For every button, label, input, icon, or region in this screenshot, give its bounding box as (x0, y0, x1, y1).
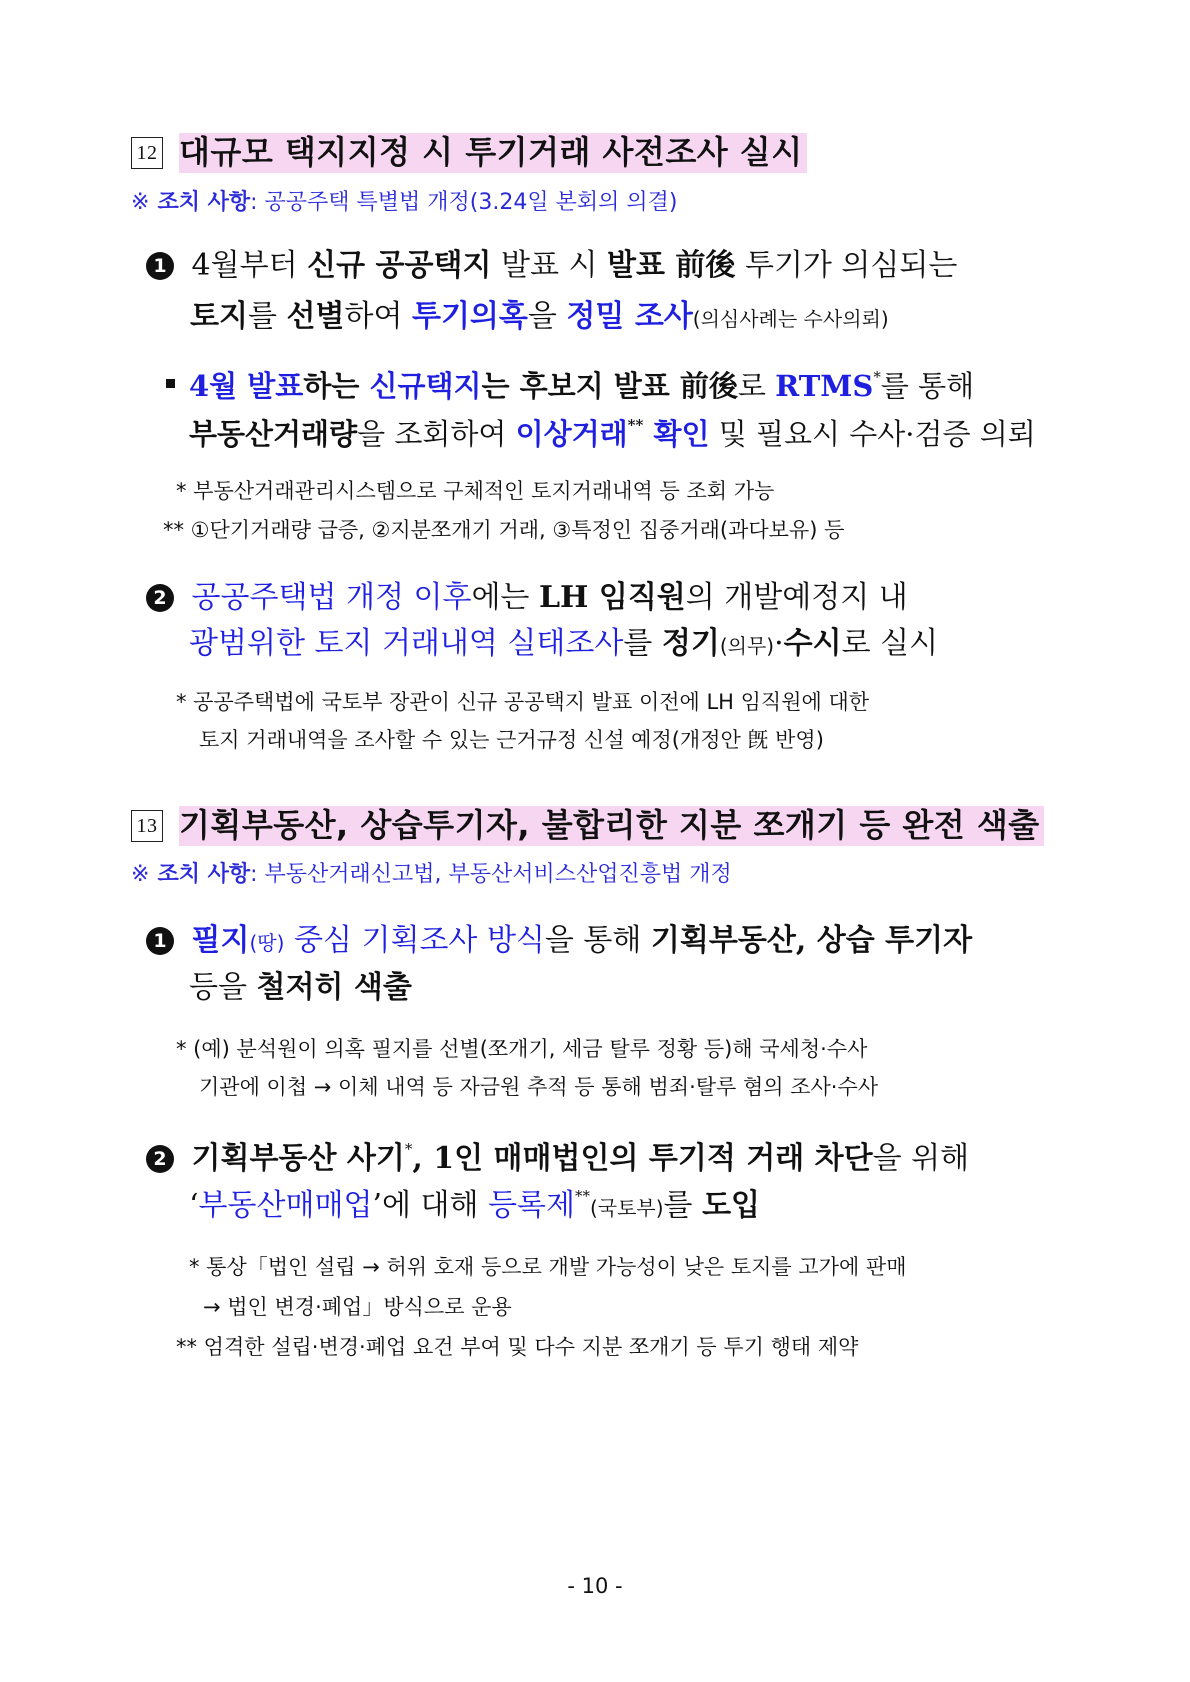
square-bullet-icon (166, 379, 175, 388)
item-13-1-line1: 1 필지(땅) 중심 기획조사 방식을 통해 기획부동산, 상습 투기자 (146, 915, 972, 969)
section-number-box: 12 (131, 137, 163, 169)
numbered-circle-icon: 1 (146, 252, 174, 280)
footnote: * 공공주택법에 국토부 장관이 신규 공공택지 발표 이전에 LH 임직원에 대한 (176, 690, 870, 714)
item-12-1-line1: 1 4월부터 신규 공공택지 발표 시 발표 前後 투기가 의심되는 (146, 240, 957, 292)
reference-mark: ※ (131, 862, 150, 887)
reference-mark: ※ (131, 190, 150, 215)
item-12-2-line2: 광범위한 토지 거래내역 실태조사를 정기(의무)·수시로 실시 (189, 626, 939, 661)
section-title: 대규모 택지지정 시 투기거래 사전조사 실시 (179, 133, 807, 173)
footnote: * 통상「법인 설립 → 허위 호재 등으로 개발 가능성이 낮은 토지를 고가에 판매 (189, 1255, 907, 1279)
item-13-2-line2: ‘부동산매매업’에 대해 등록제**(국토부)를 도입 (189, 1187, 761, 1223)
bullet-12-line1: 4월 발표하는 신규택지는 후보지 발표 前後로 RTMS*를 통해 (166, 360, 974, 412)
measure-label: 조치 사항 (157, 862, 251, 887)
numbered-circle-icon: 2 (146, 584, 174, 612)
bullet-12-line2: 부동산거래량을 조회하여 이상거래** 확인 및 필요시 수사·검증 의뢰 (189, 416, 1036, 451)
item-13-2-line1: 2 기획부동산 사기*, 1인 매매법인의 투기적 거래 차단을 위해 (146, 1133, 969, 1185)
section-12-heading (131, 127, 807, 173)
item-12-1-line2: 토지를 선별하여 투기의혹을 정밀 조사(의심사례는 수사의뢰) (190, 299, 889, 334)
section-title: 기획부동산, 상습투기자, 불합리한 지분 쪼개기 등 완전 색출 (179, 806, 1044, 846)
page-number: - 10 - (567, 1574, 623, 1598)
footnote: 기관에 이첩 → 이체 내역 등 자금원 추적 등 통해 범죄·탈루 혐의 조사·수사 (199, 1075, 879, 1099)
measure-label: 조치 사항 (157, 190, 251, 215)
footnote: ** ①단기거래량 급증, ②지분쪼개기 거래, ③특정인 집중거래(과다보유) 등 (163, 518, 845, 542)
measure-text: : 부동산거래신고법, 부동산서비스산업진흥법 개정 (250, 862, 732, 887)
footnote: * (예) 분석원이 의혹 필지를 선별(쪼개기, 세금 탈루 정황 등)해 국세청·수사 (176, 1037, 868, 1061)
section-number-box: 13 (131, 810, 163, 842)
footnote: → 법인 변경·폐업」방식으로 운용 (203, 1295, 512, 1319)
measure-line (131, 857, 732, 888)
section-13-heading (131, 800, 1044, 846)
measure-text: : 공공주택 특별법 개정(3.24일 본회의 의결) (250, 190, 678, 215)
numbered-circle-icon: 1 (146, 927, 174, 955)
footnote: ** 엄격한 설립·변경·폐업 요건 부여 및 다수 지분 쪼개기 등 투기 행태 제약 (176, 1335, 859, 1359)
item-12-2-line1: 2 공공주택법 개정 이후에는 LH 임직원의 개발예정지 내 (146, 572, 908, 624)
item-13-1-line2: 등을 철저히 색출 (189, 970, 412, 1005)
measure-line (131, 185, 677, 216)
footnote: 토지 거래내역을 조사할 수 있는 근거규정 신설 예정(개정안 旣 반영) (199, 728, 824, 752)
footnote: * 부동산거래관리시스템으로 구체적인 토지거래내역 등 조회 가능 (176, 479, 775, 503)
numbered-circle-icon: 2 (146, 1145, 174, 1173)
